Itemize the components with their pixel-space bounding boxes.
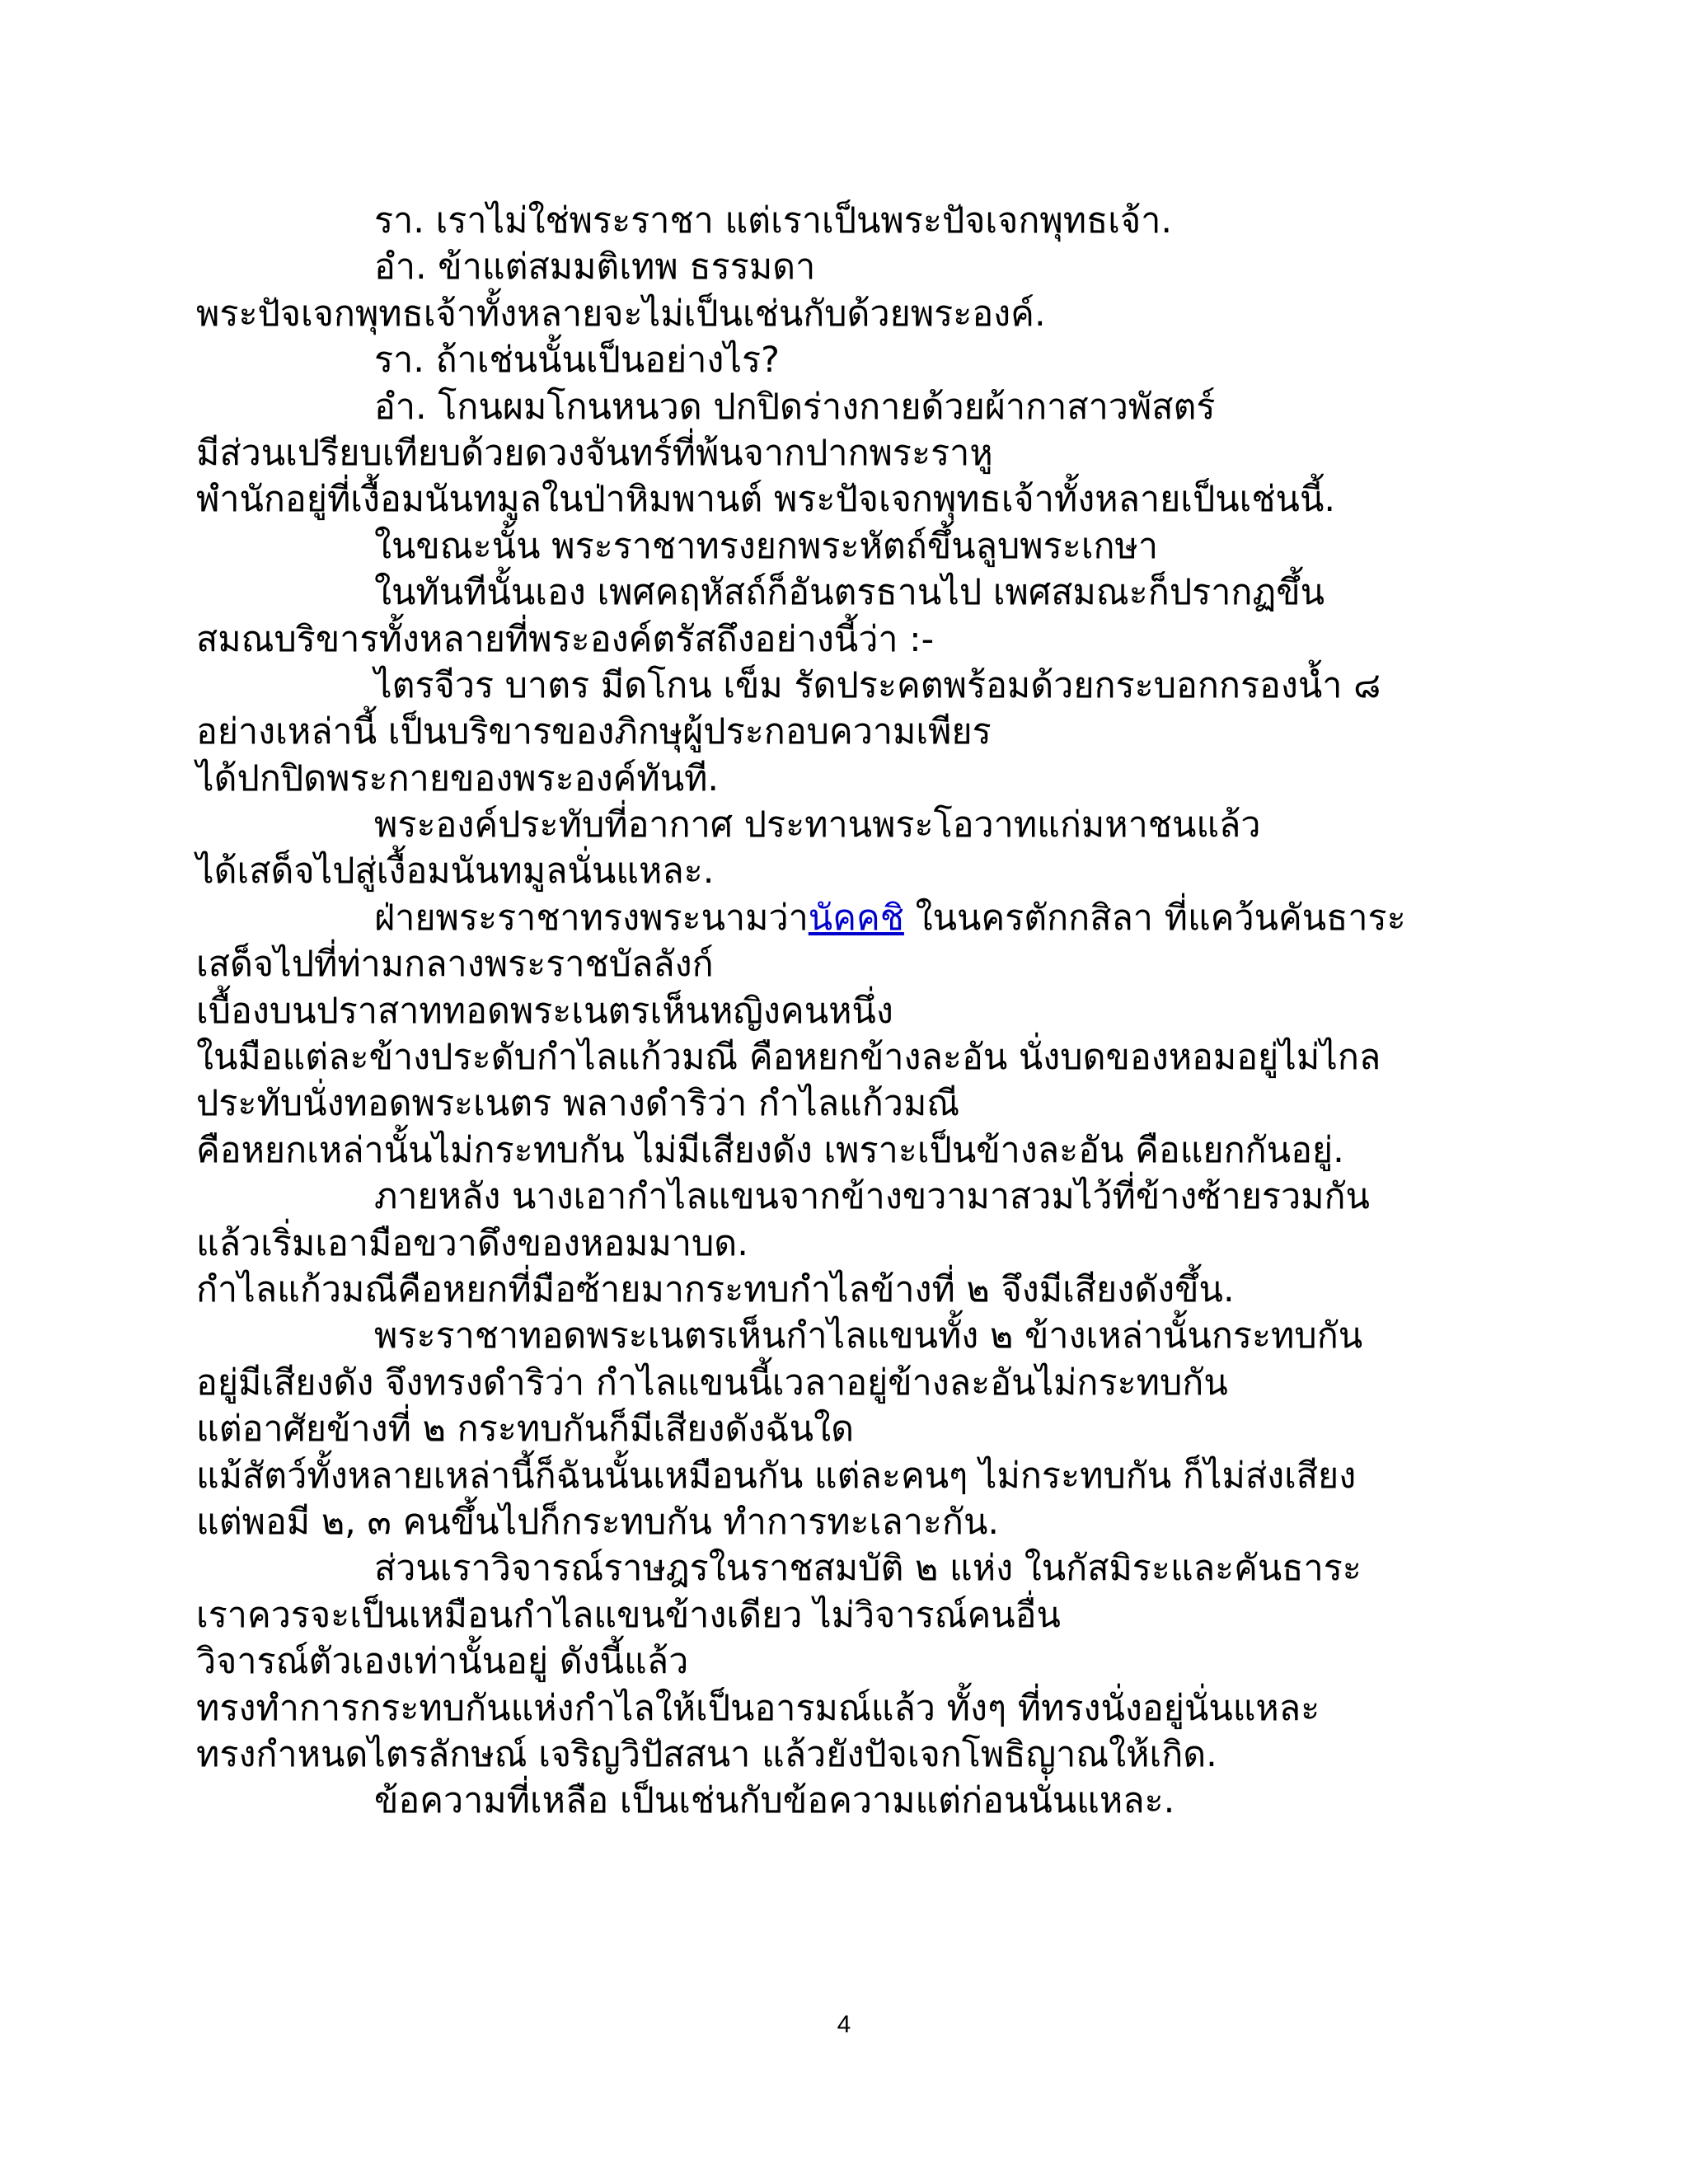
text-line: ข้อความที่เหลือ เป็นเช่นกับข้อความแต่ก่อนนั่นแหละ. — [374, 1780, 1175, 1822]
text-line: อย่างเหล่านี้ เป็นบริขารของภิกษุผู้ประกอบความเพียร — [196, 711, 992, 753]
text-line: เบื้องบนปราสาททอดพระเนตรเห็นหญิงคนหนึ่ง — [196, 990, 893, 1032]
text-line: รา. ถ้าเช่นนั้นเป็นอย่างไร? — [374, 340, 780, 382]
document-body — [196, 198, 1515, 1825]
text-line: ได้เสด็จไปสู่เงื้อมนันทมูลนั่นแหละ. — [196, 851, 715, 893]
text-line: อำ. ข้าแต่สมมติเทพ ธรรมดา — [374, 246, 816, 288]
text-line: แต่พอมี ๒, ๓ คนขึ้นไปก็กระทบกัน ทำการทะเลาะกัน. — [196, 1501, 1000, 1543]
text-line: ไตรจีวร บาตร มีดโกน เข็ม รัดประคตพร้อมด้วยกระบอกกรองน้ำ ๘ — [374, 664, 1381, 706]
text-line: ได้ปกปิดพระกายของพระองค์ทันที. — [196, 757, 720, 799]
text-line: แม้สัตว์ทั้งหลายเหล่านี้ก็ฉันนั้นเหมือนกัน แต่ละคนๆ ไม่กระทบกัน ก็ไม่ส่งเสียง — [196, 1455, 1357, 1497]
text-line: กำไลแก้วมณีคือหยกที่มือซ้ายมากระทบกำไลข้างที่ ๒ จึงมีเสียงดังขึ้น. — [196, 1268, 1235, 1310]
text-line: ในมือแต่ละข้างประดับกำไลแก้วมณี คือหยกข้างละอัน นั่งบดของหอมอยู่ไม่ไกล — [196, 1037, 1381, 1079]
text-line: ประทับนั่งทอดพระเนตร พลางดำริว่า กำไลแก้วมณี — [196, 1083, 960, 1125]
text-line-with-link — [196, 895, 1515, 941]
page-number: 4 — [837, 2011, 851, 2038]
text-line: พระราชาทอดพระเนตรเห็นกำไลแขนทั้ง ๒ ข้างเหล่านั้นกระทบกัน — [374, 1315, 1363, 1357]
text-line: สมณบริขารทั้งหลายที่พระองค์ตรัสถึงอย่างนี้ว่า :- — [196, 618, 935, 660]
text-line: เสด็จไปที่ท่ามกลางพระราชบัลลังก์ — [196, 944, 714, 986]
text-line: วิจารณ์ตัวเองเท่านั้นอยู่ ดังนี้แล้ว — [196, 1641, 689, 1683]
text-line: อำ. โกนผมโกนหนวด ปกปิดร่างกายด้วยผ้ากาสาวพัสตร์ — [374, 386, 1216, 428]
text-line: คือหยกเหล่านั้นไม่กระทบกัน ไม่มีเสียงดัง เพราะเป็นข้างละอัน คือแยกกันอยู่. — [196, 1129, 1344, 1171]
text-line: เราควรจะเป็นเหมือนกำไลแขนข้างเดียว ไม่วิจารณ์คนอื่น — [196, 1594, 1061, 1636]
text-line: ในขณะนั้น พระราชาทรงยกพระหัตถ์ขึ้นลูบพระเกษา — [374, 525, 1159, 567]
text-line: อยู่มีเสียงดัง จึงทรงดำริว่า กำไลแขนนี้เวลาอยู่ข้างละอันไม่กระทบกัน — [196, 1361, 1228, 1404]
text-line: ทรงทำการกระทบกันแห่งกำไลให้เป็นอารมณ์แล้ว ทั้งๆ ที่ทรงนั่งอยู่นั่นแหละ — [196, 1687, 1320, 1729]
text-line: พำนักอยู่ที่เงื้อมนันทมูลในป่าหิมพานต์ พระปัจเจกพุทธเจ้าทั้งหลายเป็นเช่นนี้. — [196, 479, 1336, 521]
text-segment: ฝ่ายพระราชาทรงพระนามว่า — [374, 897, 809, 939]
nakkaji-link[interactable]: นัคคชิ — [808, 897, 904, 939]
text-line: แต่อาศัยข้างที่ ๒ กระทบกันก็มีเสียงดังฉันใด — [196, 1408, 854, 1451]
text-line: ภายหลัง นางเอากำไลแขนจากข้างขวามาสวมไว้ที่ข้างซ้ายรวมกัน — [374, 1176, 1370, 1218]
text-segment: ในนครตักกสิลา ที่แคว้นคันธาระ — [903, 897, 1406, 939]
text-line: พระองค์ประทับที่อากาศ ประทานพระโอวาทแก่มหาชนแล้ว — [374, 804, 1261, 846]
text-line: ทรงกำหนดไตรลักษณ์ เจริญวิปัสสนา แล้วยังปัจเจกโพธิญาณให้เกิด. — [196, 1733, 1217, 1775]
text-line: รา. เราไม่ใช่พระราชา แต่เราเป็นพระปัจเจกพุทธเจ้า. — [374, 200, 1173, 241]
text-line: พระปัจเจกพุทธเจ้าทั้งหลายจะไม่เป็นเช่นกับด้วยพระองค์. — [196, 293, 1046, 335]
text-line: ในทันทีนั้นเอง เพศคฤหัสถ์ก็อันตรธานไป เพศสมณะก็ปรากฏขึ้น — [374, 572, 1325, 614]
text-line: มีส่วนเปรียบเทียบด้วยดวงจันทร์ที่พ้นจากปากพระราหู — [196, 432, 993, 474]
text-line: ส่วนเราวิจารณ์ราษฎรในราชสมบัติ ๒ แห่ง ในกัสมิระและคันธาระ — [374, 1548, 1362, 1590]
text-line: แล้วเริ่มเอามือขวาดึงของหอมมาบด. — [196, 1222, 748, 1264]
